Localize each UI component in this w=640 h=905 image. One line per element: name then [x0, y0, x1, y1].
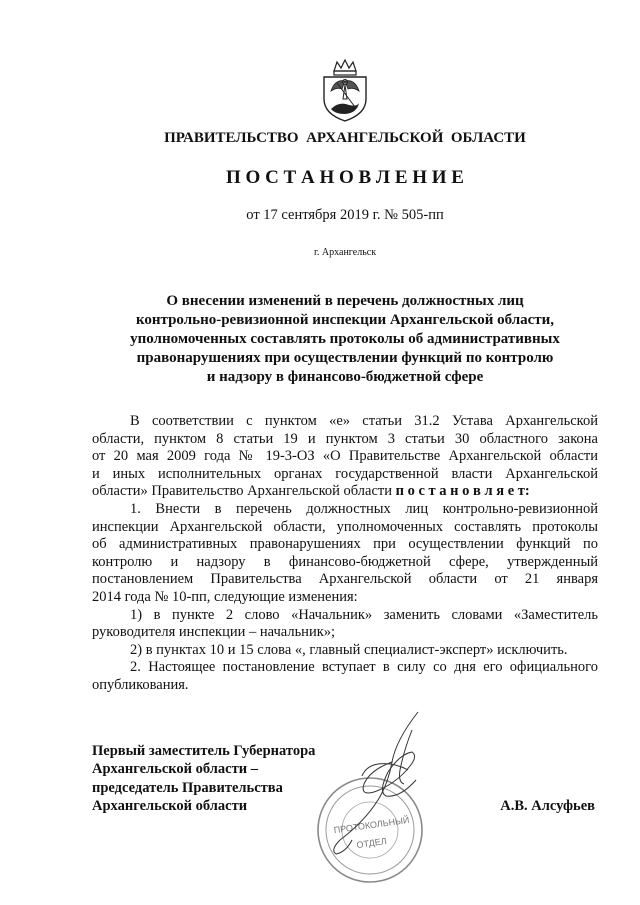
signatory-position-line: Архангельской области [92, 798, 248, 815]
issuing-authority: ПРАВИТЕЛЬСТВО АРХАНГЕЛЬСКОЙ ОБЛАСТИ [164, 130, 526, 146]
signatory-position-line: председатель Правительства [92, 779, 283, 796]
coat-of-arms-icon [315, 57, 375, 123]
title-line: О внесении изменений в перечень должностных лиц [166, 293, 524, 309]
title-line: уполномоченных составлять протоколы об административных [130, 331, 560, 347]
body-line: от 20 мая 2009 года № 19-3-ОЗ «О Правительстве Архангельской области [92, 448, 598, 465]
signatory-position-line: Первый заместитель Губернатора [92, 743, 316, 759]
body-line: 2. Настоящее постановление вступает в силу со дня его официального [130, 659, 598, 676]
title-line: контрольно-ревизионной инспекции Архангельской области, [135, 312, 555, 328]
body-line: и иных исполнительных органах государственной власти Архангельской [92, 465, 598, 482]
title-line: и надзору в финансово-бюджетной сфере [206, 369, 484, 385]
document-body [92, 413, 598, 695]
body-line: руководителя инспекции – начальник»; [92, 624, 336, 641]
body-line: об административных правонарушениях при осуществлении функций по [92, 536, 598, 553]
body-line: инспекции Архангельской области, уполномоченных составлять протоколы [92, 518, 598, 535]
body-line: опубликования. [92, 676, 189, 693]
body-line: области, пунктом 8 статьи 19 и пунктом 3 статьи 30 областного закона [92, 430, 598, 447]
stamp-text: ПРОТОКОЛЬНЫЙ [333, 814, 410, 836]
body-line: постановлением Правительства Архангельской области от 21 января [92, 571, 598, 588]
body-line-text: области» Правительство Архангельской области [92, 483, 392, 500]
body-line: контролю и надзору в финансово-бюджетной сфере, утвержденный [92, 553, 598, 570]
document-title [92, 292, 598, 387]
stamp-text: ОТДЕЛ [355, 835, 388, 851]
body-line: 1. Внести в перечень должностных лиц контрольно-ревизионной [130, 500, 598, 517]
title-line: правонарушениях при осуществлении функций по контролю [136, 350, 554, 366]
signatory-name: А.В. Алсуфьев [500, 798, 595, 814]
document-type-heading: П О С Т А Н О В Л Е Н И Е [226, 167, 464, 188]
date-and-number: от 17 сентября 2019 г. № 505-пп [246, 207, 444, 223]
body-line: 2) в пунктах 10 и 15 слова «, главный специалист-эксперт» исключить. [130, 641, 568, 658]
body-line: 2014 года № 10-пп, следующие изменения: [92, 588, 358, 605]
body-line [92, 483, 598, 501]
signatory-position-line: Архангельской области – [92, 761, 258, 778]
body-line: 1) в пункте 2 слово «Начальник» заменить словами «Заместитель [130, 606, 598, 623]
decree-word: п о с т а н о в л я е т: [395, 483, 530, 500]
signatory-position [92, 742, 352, 816]
body-line: В соответствии с пунктом «е» статьи 31.2 Устава Архангельской [130, 413, 598, 429]
city-label: г. Архангельск [313, 247, 377, 258]
